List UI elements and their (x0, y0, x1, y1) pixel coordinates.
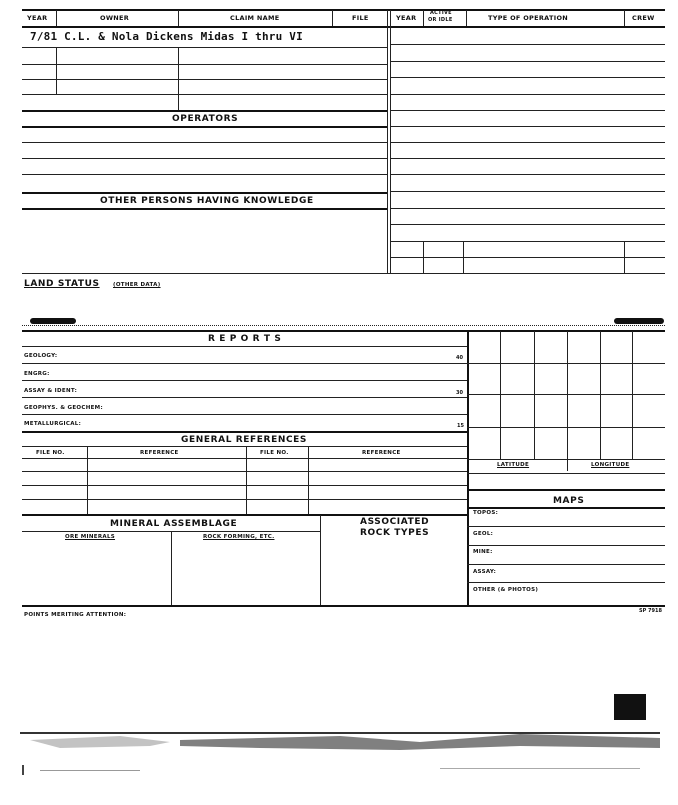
header-divider (624, 10, 625, 26)
col-line (246, 447, 247, 514)
row-line (390, 77, 665, 78)
mineral-assemblage-heading: MINERAL ASSEMBLAGE (110, 519, 238, 529)
col-line (87, 447, 88, 514)
row-line (22, 446, 467, 447)
general-refs-top-border (22, 431, 467, 433)
reports-top-border (22, 330, 665, 332)
row-line (390, 142, 665, 143)
operators-heading: OPERATORS (172, 114, 239, 124)
row-line (467, 545, 665, 546)
grid-line (534, 331, 535, 459)
row-line (22, 458, 467, 459)
latitude-label: LATITUDE (497, 462, 530, 468)
row-line (390, 44, 665, 45)
rock-forming-label: ROCK FORMING, ETC. (203, 534, 275, 540)
header-divider (332, 10, 333, 26)
form-bottom-border (22, 605, 665, 607)
operators-top-border (22, 110, 387, 112)
row-line (467, 564, 665, 565)
header-crew: CREW (632, 14, 655, 22)
row-line (390, 224, 665, 225)
mine-label: MINE: (473, 549, 493, 555)
grid-line (600, 331, 601, 459)
assay-number: 30 (456, 390, 463, 396)
header-year: YEAR (27, 14, 48, 22)
header-divider (466, 10, 467, 26)
row-line (22, 64, 387, 65)
col-line (308, 447, 309, 514)
col-line (463, 241, 464, 273)
other-persons-heading: OTHER PERSONS HAVING KNOWLEDGE (100, 196, 314, 206)
col-line (171, 531, 172, 605)
other-persons-top-border (22, 192, 387, 194)
other-photos-label: OTHER (& PHOTOS) (473, 587, 539, 593)
col-line (320, 515, 321, 605)
row-line (22, 79, 387, 80)
row-line (22, 174, 387, 175)
grid-line (467, 473, 665, 474)
header-file: FILE (352, 14, 369, 22)
row-line (22, 499, 467, 500)
metallurgical-number: 15 (457, 423, 464, 429)
header-divider (178, 10, 179, 26)
assay-map-label: ASSAY: (473, 569, 497, 575)
dotted-line (22, 325, 665, 326)
top-border (22, 9, 665, 11)
row-line (390, 110, 665, 111)
col-line (423, 241, 424, 273)
maps-heading: MAPS (553, 496, 585, 506)
row-line (467, 582, 665, 583)
row-line (390, 158, 665, 159)
header-year-2: YEAR (396, 14, 417, 22)
row-line (390, 208, 665, 209)
maps-bottom-border (467, 507, 665, 509)
row-line (390, 191, 665, 192)
mineral-top-border (22, 514, 467, 516)
row-line (390, 126, 665, 127)
center-divider (387, 10, 388, 274)
geophys-label: GEOPHYS. & GEOCHEM: (24, 405, 103, 411)
ore-minerals-label: ORE MINERALS (65, 534, 116, 540)
general-refs-file-no-2: FILE NO. (260, 450, 289, 456)
other-persons-bottom-border (22, 208, 387, 210)
row-line (467, 526, 665, 527)
row-line (22, 414, 467, 415)
header-divider (423, 10, 424, 26)
land-status-subheading: (OTHER DATA) (113, 282, 161, 288)
associated-rock-types-heading-1: ASSOCIATED (360, 517, 430, 527)
engrg-label: ENGRG: (24, 371, 50, 377)
operators-bottom-border (22, 126, 387, 128)
row-line (22, 485, 467, 486)
header-type-of-operation: TYPE OF OPERATION (488, 14, 569, 22)
row-line (390, 61, 665, 62)
row-line (22, 94, 387, 95)
reports-heading: R E P O R T S (208, 334, 282, 344)
row-line (22, 346, 467, 347)
associated-rock-types-heading-2: ROCK TYPES (360, 528, 430, 538)
redaction-mark (614, 318, 664, 324)
grid-line (500, 331, 501, 459)
claim-entry-text: 7/81 C.L. & Nola Dickens Midas I thru VI (30, 30, 303, 43)
general-refs-reference-2: REFERENCE (362, 450, 401, 456)
col-line (178, 48, 179, 110)
row-line (22, 397, 467, 398)
grid-line (567, 331, 568, 471)
geology-number: 40 (456, 355, 463, 361)
points-meriting-attention-label: POINTS MERITING ATTENTION: (24, 612, 127, 618)
header-bottom-border (22, 26, 665, 28)
assay-label: ASSAY & IDENT: (24, 388, 78, 394)
grid-line (632, 331, 633, 459)
upper-section-bottom (22, 273, 665, 274)
col-line (56, 48, 57, 94)
grid-line (467, 363, 665, 364)
row-line (390, 94, 665, 95)
land-status-heading: LAND STATUS (24, 279, 100, 289)
row-line (22, 380, 467, 381)
general-refs-reference-1: REFERENCE (140, 450, 179, 456)
geology-label: GEOLOGY: (24, 353, 58, 359)
scan-noise (0, 690, 678, 805)
form-code: SP 7918 (639, 608, 662, 614)
redaction-mark (30, 318, 76, 324)
grid-line (467, 394, 665, 395)
longitude-label: LONGITUDE (591, 462, 630, 468)
row-line (22, 158, 387, 159)
header-divider (56, 10, 57, 26)
maps-top-border (467, 489, 665, 491)
header-active: ACTIVE (430, 10, 452, 16)
row-line (22, 47, 387, 48)
header-claim-name: CLAIM NAME (230, 14, 280, 22)
row-line (22, 471, 467, 472)
general-references-heading: GENERAL REFERENCES (181, 435, 307, 445)
row-line (390, 174, 665, 175)
col-line (624, 241, 625, 273)
geol-label: GEOL: (473, 531, 494, 537)
grid-line (467, 427, 665, 428)
grid-line (467, 459, 665, 460)
general-refs-file-no-1: FILE NO. (36, 450, 65, 456)
topos-label: TOPOS: (473, 510, 499, 516)
row-line (22, 363, 467, 364)
header-or-idle: OR IDLE (428, 17, 453, 23)
header-owner: OWNER (100, 14, 130, 22)
row-line (22, 142, 387, 143)
metallurgical-label: METALLURGICAL: (24, 421, 82, 427)
